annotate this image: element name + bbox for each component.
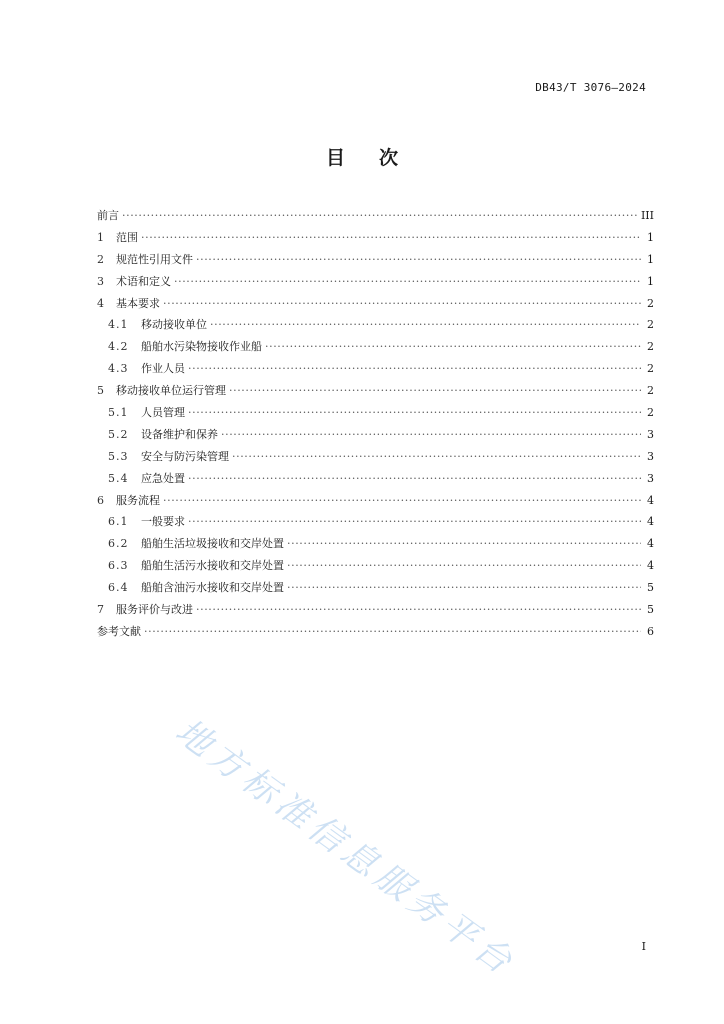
toc-dot-leader — [144, 621, 641, 643]
toc-entry-label: 参考文献 — [97, 624, 141, 638]
toc-entry-number: 6.4 — [108, 581, 129, 595]
toc-entry-page: 1 — [647, 230, 654, 244]
toc-dot-leader — [174, 271, 641, 293]
toc-entry-page: 2 — [647, 318, 654, 332]
toc-entry-label: 服务流程 — [116, 493, 160, 507]
toc-entry-number: 7 — [97, 603, 104, 617]
toc-dot-leader — [122, 205, 638, 227]
toc-dot-leader — [188, 358, 641, 380]
toc-dot-leader — [188, 511, 641, 533]
toc-entry-number: 4 — [97, 296, 104, 310]
toc-entry-page: 3 — [647, 427, 654, 441]
toc-entry[interactable] — [97, 577, 654, 599]
toc-entry[interactable] — [97, 402, 654, 424]
toc-entry-page: 2 — [647, 296, 654, 310]
toc-entry-number: 6.3 — [108, 559, 129, 573]
toc-entry[interactable] — [97, 314, 654, 336]
toc-entry-label: 人员管理 — [141, 406, 185, 420]
toc-entry-label: 船舶生活垃圾接收和交岸处置 — [141, 537, 284, 551]
toc-entry-number: 1 — [97, 230, 104, 244]
toc-entry[interactable] — [97, 336, 654, 358]
toc-dot-leader — [196, 249, 641, 271]
toc-entry[interactable] — [97, 271, 654, 293]
toc-entry[interactable] — [97, 533, 654, 555]
toc-entry-label: 术语和定义 — [116, 274, 171, 288]
toc-entry[interactable] — [97, 599, 654, 621]
toc-entry[interactable] — [97, 358, 654, 380]
toc-entry-number: 5.1 — [108, 406, 129, 420]
toc-entry-label: 移动接收单位运行管理 — [116, 384, 226, 398]
toc-entry[interactable] — [97, 424, 654, 446]
page-title — [0, 143, 724, 170]
toc-entry[interactable] — [97, 227, 654, 249]
toc-dot-leader — [265, 336, 641, 358]
toc-entry[interactable] — [97, 380, 654, 402]
toc-entry-label: 船舶水污染物接收作业船 — [141, 340, 262, 354]
toc-entry-page: 4 — [647, 537, 654, 551]
toc-entry-number: 5 — [97, 384, 104, 398]
toc-dot-leader — [229, 380, 641, 402]
toc-entry-label: 前言 — [97, 209, 119, 222]
toc-entry-number: 6 — [97, 493, 104, 507]
toc-entry-page: 4 — [647, 559, 654, 573]
toc-dot-leader — [287, 533, 641, 555]
toc-entry-label: 应急处置 — [141, 471, 185, 485]
toc-entry-number: 6.2 — [108, 537, 129, 551]
toc-entry-page: 5 — [647, 581, 654, 595]
toc-entry[interactable] — [97, 511, 654, 533]
toc-entry[interactable] — [97, 446, 654, 468]
toc-entry-label: 服务评价与改进 — [116, 603, 193, 617]
toc-entry[interactable] — [97, 468, 654, 490]
toc-entry-number: 3 — [97, 274, 104, 288]
toc-dot-leader — [196, 599, 641, 621]
toc-entry-number: 5.2 — [108, 427, 129, 441]
toc-entry-page: 3 — [647, 471, 654, 485]
document-code: DB43/T 3076—2024 — [535, 81, 646, 94]
toc-entry-page: III — [640, 209, 654, 222]
toc-entry-label: 一般要求 — [141, 515, 185, 529]
toc-dot-leader — [210, 314, 641, 336]
toc-entry-number: 5.3 — [108, 449, 129, 463]
toc-entry-page: 2 — [647, 362, 654, 376]
toc-entry-number: 6.1 — [108, 515, 129, 529]
toc-entry-page: 1 — [647, 252, 654, 266]
toc-entry-label: 安全与防污染管理 — [141, 449, 229, 463]
toc-dot-leader — [221, 424, 641, 446]
toc-entry[interactable] — [97, 621, 654, 643]
toc-entry-label: 规范性引用文件 — [116, 252, 193, 266]
toc-entry-page: 1 — [647, 274, 654, 288]
page-title-right: 次 — [379, 147, 399, 169]
toc-entry-page: 2 — [647, 340, 654, 354]
toc-dot-leader — [232, 446, 641, 468]
toc-dot-leader — [287, 577, 641, 599]
watermark: 地方标准信息服务平台 — [167, 711, 524, 985]
toc-entry[interactable] — [97, 555, 654, 577]
toc-dot-leader — [163, 293, 641, 315]
toc-entry-label: 设备维护和保养 — [141, 427, 218, 441]
toc-entry[interactable] — [97, 205, 654, 227]
toc-entry-page: 5 — [647, 603, 654, 617]
toc-entry[interactable] — [97, 293, 654, 315]
toc-dot-leader — [188, 468, 641, 490]
toc-entry-label: 作业人员 — [141, 362, 185, 376]
toc-entry[interactable] — [97, 249, 654, 271]
toc-dot-leader — [287, 555, 641, 577]
toc-entry-label: 船舶含油污水接收和交岸处置 — [141, 581, 284, 595]
toc-entry-page: 2 — [647, 406, 654, 420]
toc-entry-number: 4.1 — [108, 318, 129, 332]
toc-entry-number: 5.4 — [108, 471, 129, 485]
toc-entry-page: 4 — [647, 515, 654, 529]
toc-entry-page: 6 — [647, 624, 654, 638]
toc-entry-page: 2 — [647, 384, 654, 398]
toc-entry-number: 2 — [97, 252, 104, 266]
page-number: I — [641, 940, 646, 953]
toc-entry-number: 4.3 — [108, 362, 129, 376]
page-title-left: 目 — [325, 147, 345, 169]
toc-entry-page: 4 — [647, 493, 654, 507]
toc-dot-leader — [163, 490, 641, 512]
toc-entry-page: 3 — [647, 449, 654, 463]
toc-entry-label: 移动接收单位 — [141, 318, 207, 332]
toc-entry[interactable] — [97, 490, 654, 512]
table-of-contents — [97, 205, 654, 643]
toc-entry-label: 基本要求 — [116, 296, 160, 310]
toc-entry-label: 船舶生活污水接收和交岸处置 — [141, 559, 284, 573]
toc-dot-leader — [188, 402, 641, 424]
toc-entry-label: 范围 — [116, 230, 138, 244]
toc-entry-number: 4.2 — [108, 340, 129, 354]
toc-dot-leader — [141, 227, 641, 249]
